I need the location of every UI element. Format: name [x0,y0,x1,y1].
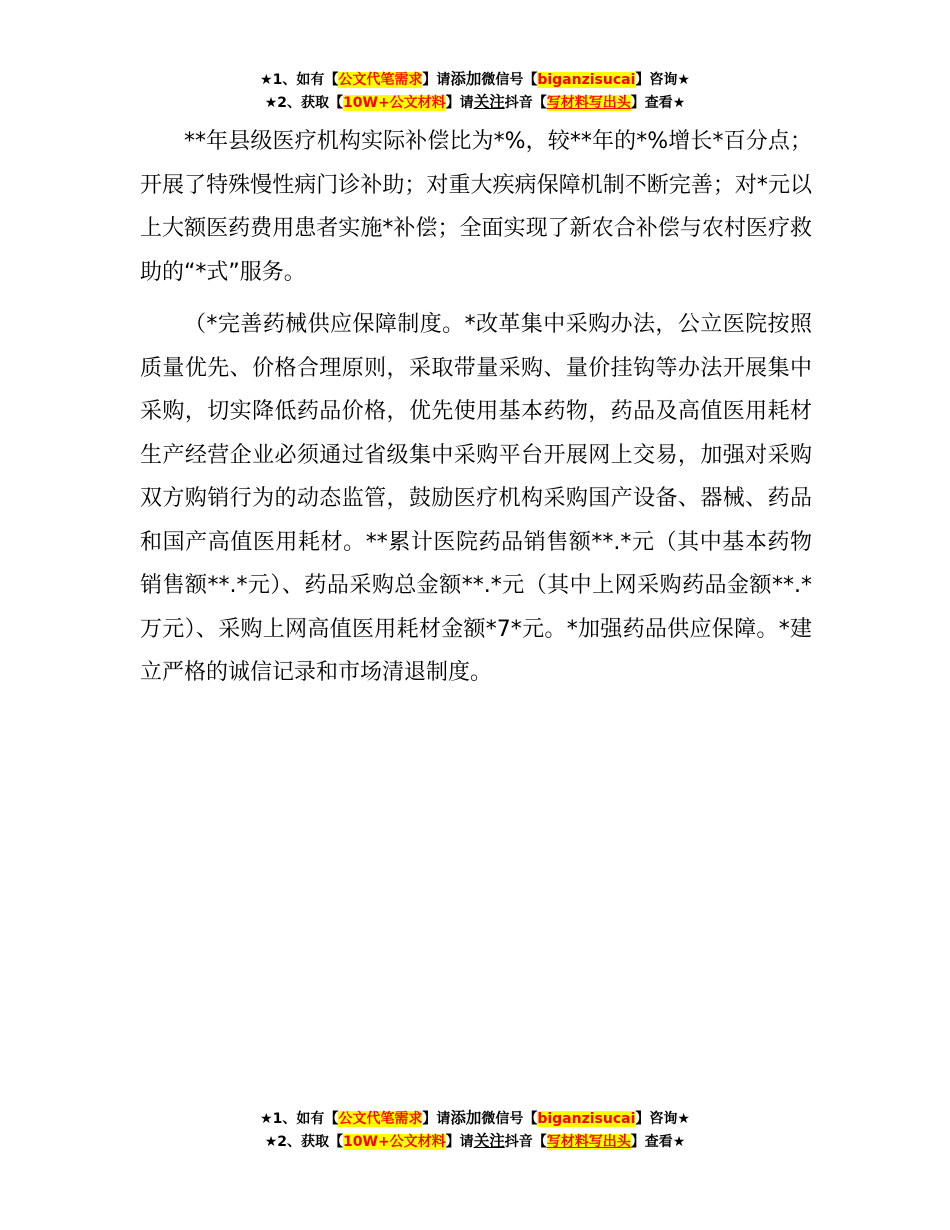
highlight-material: 10W+公文材料 [343,1134,446,1150]
banner-text: 】请 [422,1111,451,1127]
highlight-material: 10W+公文材料 [343,95,446,111]
highlight-need: 公文代笔需求 [338,1111,423,1127]
banner-text: ★2、获取【 [264,1134,344,1150]
banner-text: 微信号【 [481,72,538,88]
body-paragraph-2: （*完善药械供应保障制度。*改革集中采购办法，公立医院按照质量优先、价格合理原则，采取带量采购、量价挂钩等办法开展集中采购，切实降低药品价格，优先使用基本药物，药品及高值医用耗材生产经营企业必须通过省级集中采购平台开展网上交易，加强对采购双方购销行为的动态监管，鼓励医疗机构采购国产设备、器械、药品和国产高值医用耗材。**累计医院药品销售额**.*元（其中基本药物销售额**.*元）、药品采购总金额**.*元（其中上网采购药品金额**.*万元）、采购上网高值医用耗材金额*7*元。*加强药品供应保障。*建立严格的诚信记录和市场清退制度。 [140,312,812,685]
banner-line-2 [0,1130,950,1153]
banner-text: ★1、如有【 [260,1111,339,1127]
header-banner [0,68,950,114]
emphasis-add: 添加 [450,70,482,88]
body-paragraph-1: **年县级医疗机构实际补偿比为*%，较**年的*%增长*百分点；开展了特殊慢性病门诊补助；对重大疾病保障机制不断完善；对*元以上大额医药费用患者实施*补偿；全面实现了新农合补偿与农村医疗救助的“*式”服务。 [140,129,812,285]
document-body [140,120,812,695]
footer-banner [0,1107,950,1153]
banner-text: ★2、获取【 [264,95,344,111]
banner-line-1 [0,1107,950,1130]
banner-text: ★1、如有【 [260,72,339,88]
banner-text: 】查看★ [630,1134,686,1150]
banner-text: 】咨询★ [635,1111,690,1127]
banner-text: 】咨询★ [635,72,690,88]
highlight-account: 写材料写出头 [546,1134,631,1150]
banner-text: 】请 [445,95,474,111]
banner-text: 】请 [422,72,451,88]
banner-text: 微信号【 [481,1111,538,1127]
highlight-account: 写材料写出头 [546,95,631,111]
highlight-wechat-id: biganzisucai [537,1111,636,1127]
highlight-wechat-id: biganzisucai [537,72,636,88]
banner-text: 】查看★ [630,95,686,111]
emphasis-add: 添加 [450,1109,482,1127]
banner-text: 】请 [445,1134,474,1150]
highlight-need: 公文代笔需求 [338,72,423,88]
banner-text: 抖音【 [504,95,547,111]
emphasis-follow: 关注 [473,93,505,111]
banner-line-2 [0,91,950,114]
emphasis-follow: 关注 [473,1132,505,1150]
banner-text: 抖音【 [504,1134,547,1150]
banner-line-1 [0,68,950,91]
